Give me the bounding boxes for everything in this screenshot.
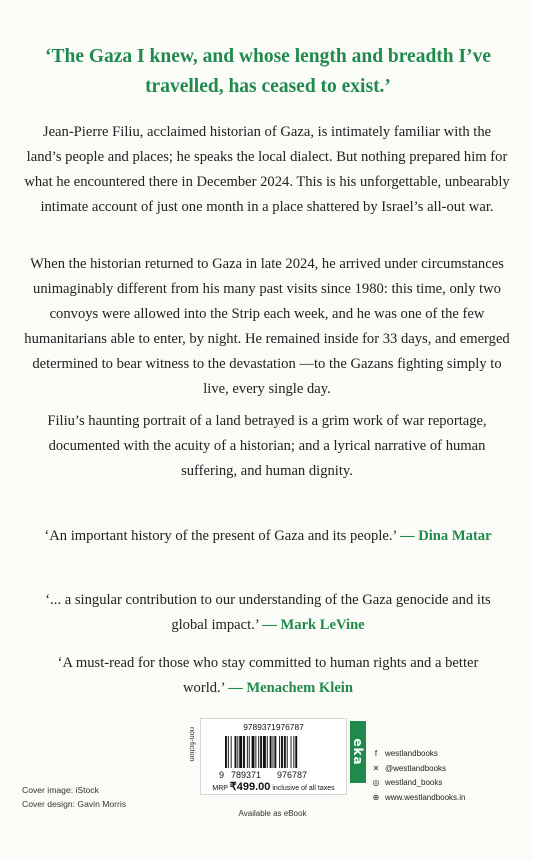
barcode-bar <box>235 736 237 768</box>
blurb-paragraph-2: When the historian returned to Gaza in late 2024, he arrived under circumstances unimaginably different from his many past visits since 1980: this time, only two convoys were allowed into the Strip each week, and he was one of the few humanitarians able to enter, by night. He remained inside for 33 days, and emerged determined to bear witness to the devastation —to the Gazans fighting simply to live, every single day. <box>24 256 510 397</box>
barcode-bar <box>249 736 250 768</box>
social-twitter: ✕ @westlandbooks <box>371 762 465 777</box>
endorsement-quote-2 <box>40 588 496 638</box>
barcode-bar <box>273 736 274 768</box>
cover-design-credit: Cover design: Gavin Morris <box>22 799 127 809</box>
endorsement-quote-1 <box>40 524 496 549</box>
barcode-digits-left: 789371 <box>231 770 262 780</box>
barcode-bar <box>274 736 276 768</box>
barcode-bar <box>258 736 259 768</box>
quote-author: — Mark LeVine <box>262 617 365 633</box>
barcode-bar <box>243 736 245 768</box>
quote-author: — Menachem Klein <box>228 680 353 696</box>
barcode-bar <box>293 736 294 768</box>
barcode-bar <box>279 736 280 768</box>
publisher-social-links <box>371 747 465 805</box>
cover-credits <box>22 783 126 811</box>
barcode-icon <box>219 736 325 780</box>
barcode-digits-right: 976787 <box>277 770 308 780</box>
barcode-bar <box>263 736 266 768</box>
publisher-logo: eka <box>350 721 366 783</box>
barcode-bar <box>252 736 255 768</box>
barcode-bar <box>228 736 229 768</box>
barcode-bar <box>267 736 268 768</box>
barcode-bar <box>225 736 227 768</box>
genre-label: non-fiction <box>188 727 197 762</box>
isbn-barcode-block <box>200 718 347 795</box>
blurb-paragraph-3: Filiu’s haunting portrait of a land betrayed is a grim work of war reportage, documented with the acuity of a historian; and a lyrical narrative of human suffering, and human dignity. <box>47 413 487 479</box>
social-instagram: ◎ westland_books <box>371 776 465 791</box>
barcode-bar <box>260 736 262 768</box>
social-facebook: f westlandbooks <box>371 747 465 762</box>
social-website: ⊕ www.westlandbooks.in <box>371 791 465 806</box>
barcode-bar <box>255 736 256 768</box>
barcode-bar <box>239 736 242 768</box>
instagram-icon: ◎ <box>372 778 380 787</box>
quote-text: ‘An important history of the present of Gaza and its people.’ <box>44 528 397 544</box>
facebook-icon: f <box>374 749 378 758</box>
barcode-bar <box>237 736 238 768</box>
barcode-bar <box>247 736 248 768</box>
barcode-bar <box>287 736 288 768</box>
barcode-bar <box>270 736 272 768</box>
cover-headline-quote: ‘The Gaza I knew, and whose length and breadth I’ve travelled, has ceased to exist.’ <box>44 46 492 97</box>
isbn-number: 9789371976787 <box>243 722 304 732</box>
quote-text: ‘A must-read for those who stay committed to human rights and a better world.’ <box>57 655 479 696</box>
endorsement-quote-3 <box>40 651 496 701</box>
mrp-price: MRP ₹499.00 inclusive of all taxes <box>212 781 335 793</box>
globe-icon: ⊕ <box>372 792 380 802</box>
cover-image-credit: Cover image: iStock <box>22 785 99 795</box>
barcode-digit-first: 9 <box>219 770 225 780</box>
barcode-bar <box>295 736 297 768</box>
twitter-icon: ✕ <box>372 763 380 773</box>
quote-text: ‘... a singular contribution to our understanding of the Gaza genocide and its global impact.’ <box>45 592 491 633</box>
barcode-bar <box>291 736 292 768</box>
ebook-availability: Available as eBook <box>238 809 307 818</box>
barcode-bar <box>281 736 283 768</box>
quote-author: — Dina Matar <box>399 528 492 544</box>
barcode-bar <box>231 736 232 768</box>
barcode-bar <box>284 736 286 768</box>
blurb-paragraph-1: Jean-Pierre Filiu, acclaimed historian of Gaza, is intimately familiar with the land’s people and places; he speaks the local dialect. But nothing prepared him for what he encountered there in December 2024. This is his unforgettable, unbearably intimate account of just one month in a place shattered by Israel’s all-out war. <box>24 124 510 215</box>
